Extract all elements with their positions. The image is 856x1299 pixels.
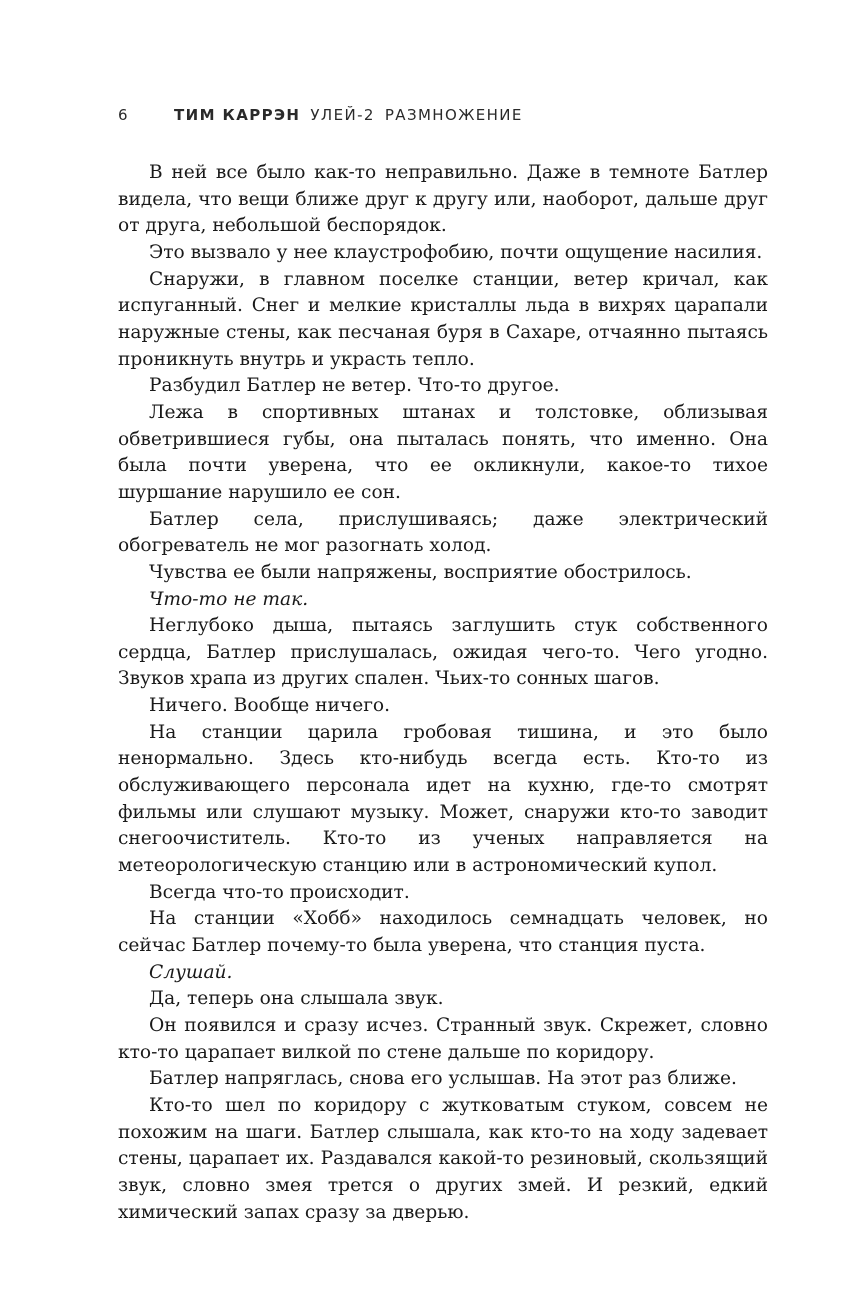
page-number: 6 — [118, 106, 129, 124]
header-book-title: РАЗМНОЖЕНИЕ — [384, 106, 523, 124]
body-text — [118, 160, 768, 1226]
paragraph: Чувства ее были напряжены, восприятие обострилось. — [149, 561, 692, 583]
paragraph: Батлер напряглась, снова его услышав. На этот раз ближе. — [149, 1068, 737, 1090]
running-header — [118, 106, 523, 124]
paragraph: Всегда что-то происходит. — [149, 881, 410, 903]
paragraph-italic: Что-то не так. — [149, 588, 309, 610]
paragraph: На станции царила гробовая тишина, и это было ненормально. Здесь кто-нибудь всегда есть. Кто-то из обслуживающего персонала идет на кухню, где-то смотрят фильмы или слушают музыку. Может, снаружи кто-то заводит снегоочиститель. Кто-то из ученых направляется на метеорологическую станцию или в астрономический купол. — [118, 721, 768, 877]
paragraph: На станции «Хобб» находилось семнадцать человек, но сейчас Батлер почему-то была уверена, что станция пуста. — [118, 908, 768, 957]
paragraph: Разбудил Батлер не ветер. Что-то другое. — [149, 375, 560, 397]
paragraph: Кто-то шел по коридору с жутковатым стуком, совсем не похожим на шаги. Батлер слышала, как кто-то на ходу задевает стены, царапает их. Раздавался какой-то резиновый, скользящий звук, словно змея трется о других змей. И резкий, едкий химический запах сразу за дверью. — [118, 1094, 768, 1223]
paragraph-italic: Слушай. — [149, 961, 233, 983]
paragraph: Неглубоко дыша, пытаясь заглушить стук собственного сердца, Батлер прислушалась, ожидая чего-то. Чего угодно. Звуков храпа из других спален. Чьих-то сонных шагов. — [118, 615, 768, 690]
paragraph: Он появился и сразу исчез. Странный звук. Скрежет, словно кто-то царапает вилкой по стене дальше по коридору. — [118, 1015, 768, 1063]
paragraph: Лежа в спортивных штанах и толстовке, облизывая обветрившиеся губы, она пыталась понять, что именно. Она была почти уверена, что ее окликнули, какое-то тихое шуршание нарушило ее сон. — [118, 401, 768, 503]
paragraph: Да, теперь она слышала звук. — [149, 988, 444, 1010]
paragraph: Это вызвало у нее клаустрофобию, почти ощущение насилия. — [149, 241, 763, 263]
paragraph: Снаружи, в главном поселке станции, ветер кричал, как испуганный. Снег и мелкие кристаллы льда в вихрях царапали наружные стены, как песчаная буря в Сахаре, отчаянно пытаясь проникнуть внутрь и украсть тепло. — [118, 268, 768, 370]
paragraph: Батлер села, прислушиваясь; даже электрический обогреватель не мог разогнать холод. — [118, 508, 768, 557]
paragraph: Ничего. Вообще ничего. — [149, 695, 391, 717]
header-series: УЛЕЙ-2 — [310, 106, 375, 124]
paragraph: В ней все было как-то неправильно. Даже в темноте Батлер видела, что вещи ближе друг к другу или, наоборот, дальше друг от друга, небольшой беспорядок. — [118, 162, 768, 237]
header-author: ТИМ КАРРЭН — [174, 106, 301, 124]
